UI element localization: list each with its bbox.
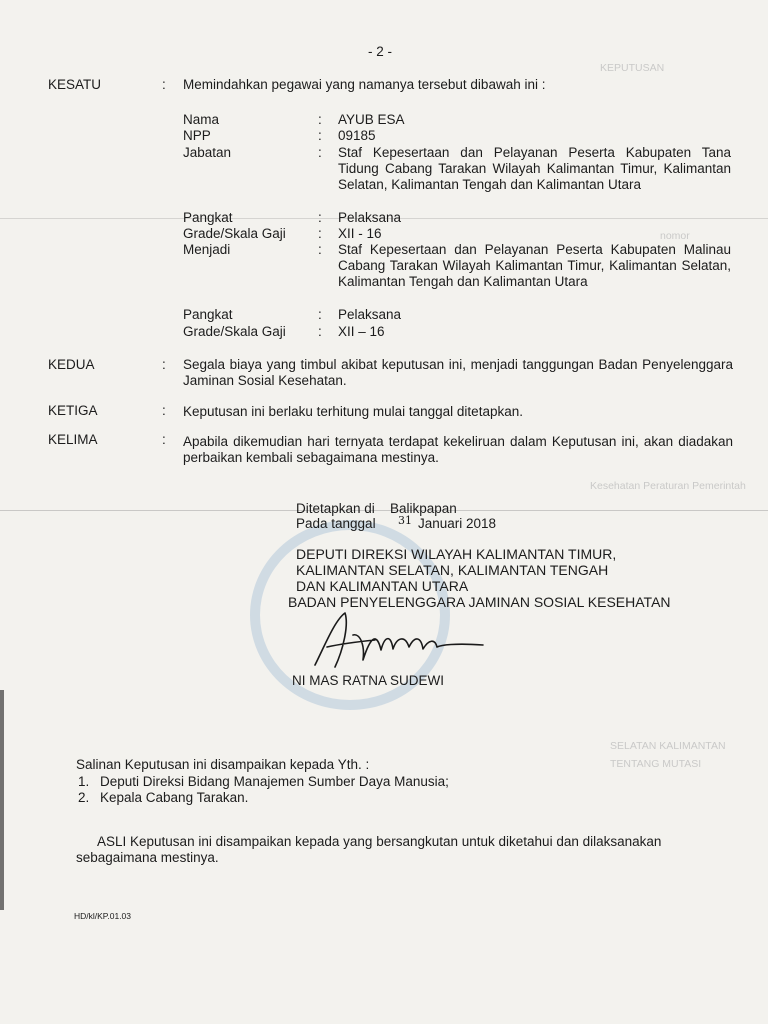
bleed-through-text: nomor (660, 230, 690, 242)
signatory-name: NI MAS RATNA SUDEWI (292, 673, 445, 688)
field-colon: : (318, 210, 322, 225)
footer-code: HD/kl/KP.01.03 (74, 911, 132, 921)
section-colon: : (162, 403, 166, 418)
field-value-npp: 09185 (338, 128, 376, 143)
position-line-3: DAN KALIMANTAN UTARA (296, 578, 469, 594)
section-label-ketiga: KETIGA (48, 403, 98, 418)
tanggal-value: Januari 2018 (418, 516, 497, 531)
field-colon: : (318, 324, 322, 339)
section-label-kedua: KEDUA (48, 357, 95, 372)
field-colon: : (318, 145, 322, 160)
position-line-4: BADAN PENYELENGGARA JAMINAN SOSIAL KESEHATAN (288, 594, 671, 610)
handwritten-signature (305, 605, 485, 675)
copies-heading: Salinan Keputusan ini disampaikan kepada Yth. : (76, 757, 370, 772)
scan-line (0, 510, 768, 511)
field-label-grade-new: Grade/Skala Gaji (183, 324, 286, 339)
field-label-grade: Grade/Skala Gaji (183, 226, 286, 241)
copies-item-number: 2. (78, 790, 90, 805)
field-value-jabatan: Staf Kepesertaan dan Pelayanan Peserta Kabupaten Tana Tidung Cabang Tarakan Wilayah Kalimantan Timur, Kalimantan Selatan, Kalimantan Tengah dan Kalimantan Utara (338, 145, 731, 192)
section-colon: : (162, 357, 166, 372)
kedua-text: Segala biaya yang timbul akibat keputusan ini, menjadi tanggungan Badan Penyelenggara Jaminan Sosial Kesehatan. (183, 357, 733, 388)
page-number: - 2 - (368, 44, 393, 59)
kelima-text: Apabila dikemudian hari ternyata terdapat kekeliruan dalam Keputusan ini, akan diadakan perbaikan kembali sebagaimana mestinya. (183, 434, 733, 465)
field-label-nama: Nama (183, 112, 220, 127)
field-colon: : (318, 128, 322, 143)
field-label-npp: NPP (183, 128, 211, 143)
section-label-kesatu: KESATU (48, 77, 102, 92)
field-colon: : (318, 307, 322, 322)
field-label-jabatan: Jabatan (183, 145, 232, 160)
copies-item-text: Kepala Cabang Tarakan. (100, 790, 249, 805)
copies-item-number: 1. (78, 774, 90, 789)
field-label-pangkat-new: Pangkat (183, 307, 233, 322)
field-value-grade: XII - 16 (338, 226, 382, 241)
tanggal-day-handwritten: 31 (398, 514, 412, 527)
bleed-through-text: KEPUTUSAN (600, 62, 665, 74)
field-label-menjadi: Menjadi (183, 242, 231, 257)
position-line-1: DEPUTI DIREKSI WILAYAH KALIMANTAN TIMUR, (296, 546, 617, 562)
kesatu-intro: Memindahkan pegawai yang namanya tersebut dibawah ini : (183, 77, 546, 92)
section-label-kelima: KELIMA (48, 432, 98, 447)
tanggal-label: Pada tanggal (296, 516, 376, 531)
asli-text: ASLI Keputusan ini disampaikan kepada yang bersangkutan untuk diketahui dan dilaksanakan sebagaimana mestinya. (76, 834, 662, 865)
field-colon: : (318, 242, 322, 257)
field-colon: : (318, 226, 322, 241)
section-colon: : (162, 77, 166, 92)
bleed-through-text: SELATAN KALIMANTAN (610, 740, 726, 752)
field-value-nama: AYUB ESA (338, 112, 405, 127)
field-value-pangkat-new: Pelaksana (338, 307, 402, 322)
field-colon: : (318, 112, 322, 127)
ketiga-text: Keputusan ini berlaku terhitung mulai tanggal ditetapkan. (183, 404, 523, 419)
ditetapkan-label: Ditetapkan di (296, 501, 375, 516)
copies-item-text: Deputi Direksi Bidang Manajemen Sumber Daya Manusia; (100, 774, 449, 789)
field-value-grade-new: XII – 16 (338, 324, 385, 339)
bleed-through-text: TENTANG MUTASI (610, 758, 702, 770)
section-colon: : (162, 432, 166, 447)
bleed-through-text: Kesehatan Peraturan Pemerintah (590, 480, 746, 492)
position-line-2: KALIMANTAN SELATAN, KALIMANTAN TENGAH (296, 562, 609, 578)
field-value-pangkat: Pelaksana (338, 210, 402, 225)
ditetapkan-value: Balikpapan (390, 501, 457, 516)
field-value-menjadi: Staf Kepesertaan dan Pelayanan Peserta Kabupaten Malinau Cabang Tarakan Wilayah Kalimantan Timur, Kalimantan Selatan, Kalimantan Tengah dan Kalimantan Utara (338, 242, 731, 289)
scan-edge (0, 690, 4, 910)
field-label-pangkat: Pangkat (183, 210, 233, 225)
